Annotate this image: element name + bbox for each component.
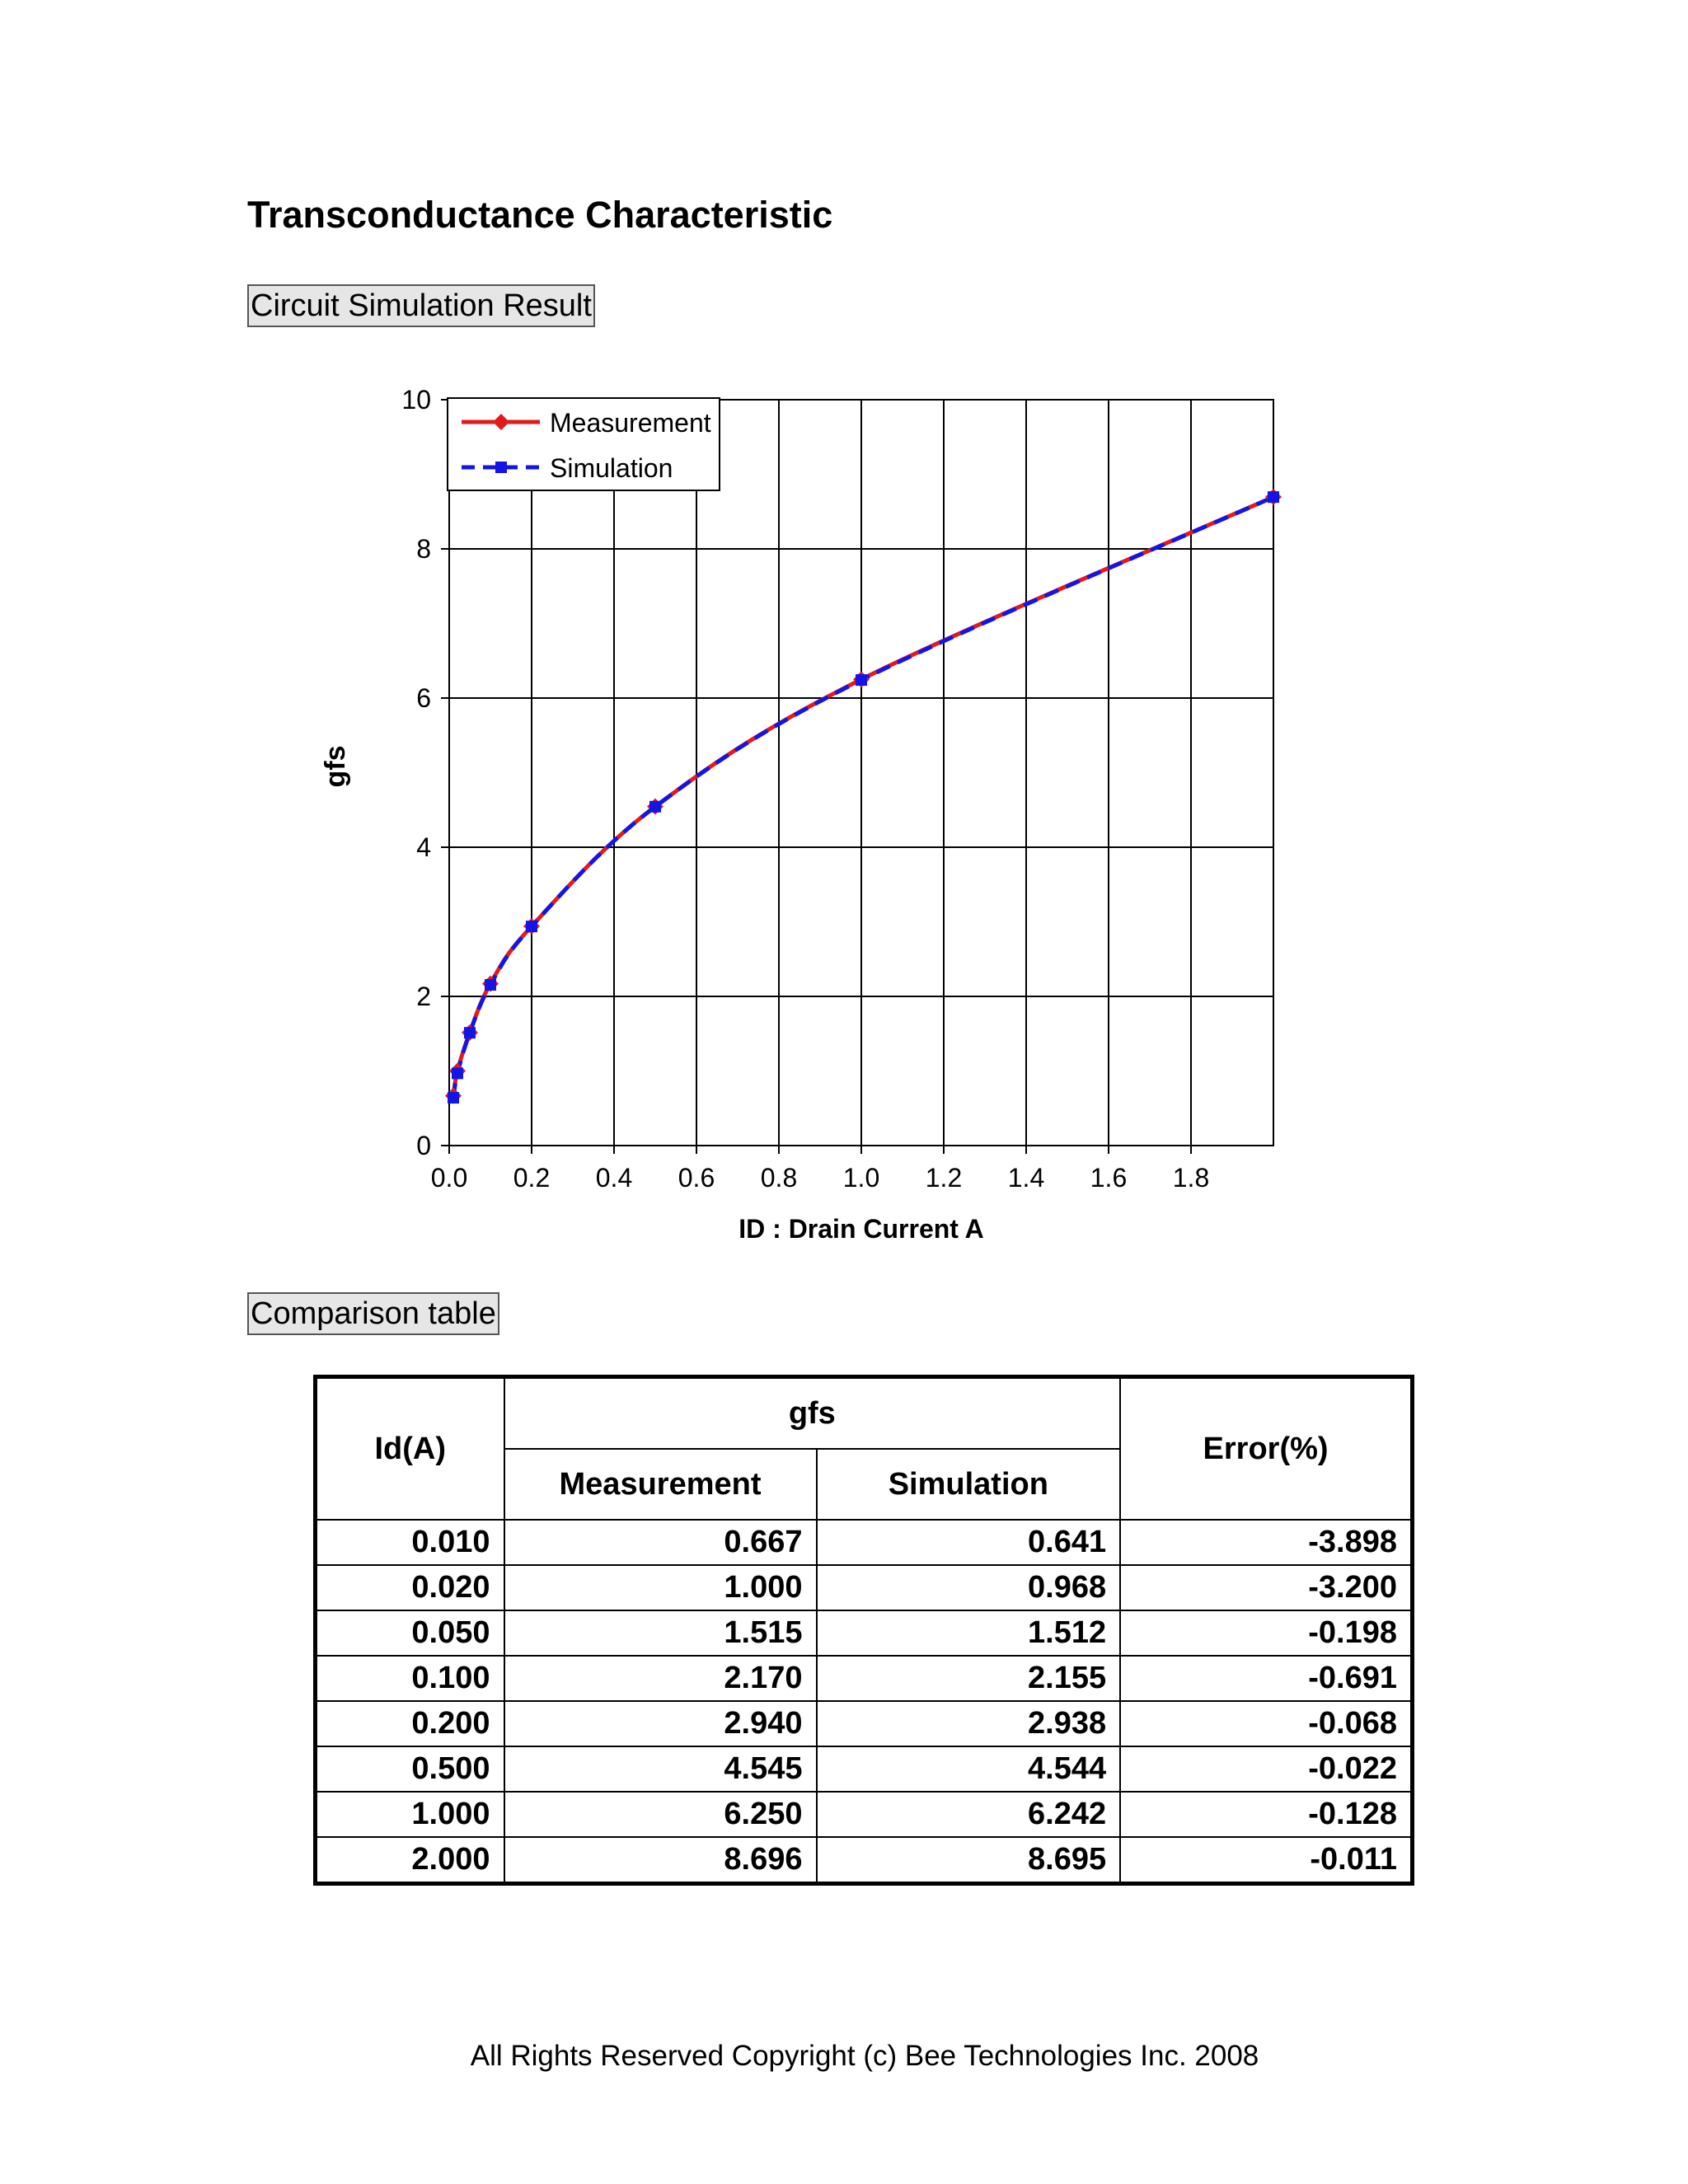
header-error: Error(%) — [1120, 1377, 1412, 1521]
cell-id: 1.000 — [316, 1792, 504, 1837]
cell-error: -0.128 — [1120, 1792, 1412, 1837]
x-tick-label: 1.8 — [1172, 1163, 1210, 1193]
y-tick-label: 6 — [416, 683, 431, 713]
cell-measurement: 1.515 — [504, 1610, 817, 1656]
simulation-point — [448, 1092, 459, 1104]
y-tick-label: 8 — [416, 534, 431, 564]
cell-error: -0.691 — [1120, 1656, 1412, 1701]
table-row — [316, 1792, 1413, 1837]
table-row — [316, 1610, 1413, 1656]
cell-measurement: 0.667 — [504, 1520, 817, 1565]
cell-simulation: 2.938 — [817, 1701, 1121, 1746]
cell-measurement: 8.696 — [504, 1837, 817, 1884]
cell-id: 2.000 — [316, 1837, 504, 1884]
cell-error: -3.200 — [1120, 1565, 1412, 1610]
simulation-point — [485, 979, 496, 991]
cell-error: -0.011 — [1120, 1837, 1412, 1884]
cell-measurement: 2.940 — [504, 1701, 817, 1746]
x-tick-label: 1.4 — [1007, 1163, 1045, 1193]
copyright-footer: All Rights Reserved Copyright (c) Bee Technologies Inc. 2008 — [470, 2040, 1259, 2072]
legend-measurement-label: Measurement — [550, 408, 711, 438]
x-tick-label: 0.0 — [430, 1163, 468, 1193]
y-tick-label: 10 — [401, 385, 431, 415]
table-row — [316, 1520, 1413, 1565]
y-axis-label: gfs — [320, 745, 351, 788]
cell-id: 0.100 — [316, 1656, 504, 1701]
header-measurement: Measurement — [504, 1449, 817, 1520]
simulation-point — [1268, 491, 1279, 503]
header-gfs-group: gfs — [504, 1377, 1121, 1450]
y-tick-label: 2 — [416, 982, 431, 1011]
cell-simulation: 2.155 — [817, 1656, 1121, 1701]
y-tick-label: 4 — [416, 832, 431, 862]
header-id: Id(A) — [316, 1377, 504, 1521]
cell-id: 0.500 — [316, 1746, 504, 1792]
cell-id: 0.010 — [316, 1520, 504, 1565]
series-line-simulation — [453, 497, 1273, 1098]
cell-error: -0.198 — [1120, 1610, 1412, 1656]
chart-tick-labels — [401, 385, 1209, 1193]
cell-id: 0.020 — [316, 1565, 504, 1610]
x-tick-label: 0.6 — [678, 1163, 715, 1193]
cell-measurement: 2.170 — [504, 1656, 817, 1701]
cell-simulation: 1.512 — [817, 1610, 1121, 1656]
cell-error: -3.898 — [1120, 1520, 1412, 1565]
section-label-comparison-table: Comparison table — [247, 1292, 499, 1335]
cell-simulation: 4.544 — [817, 1746, 1121, 1792]
table-row — [316, 1701, 1413, 1746]
series-line-measurement — [453, 497, 1273, 1096]
cell-simulation: 0.641 — [817, 1520, 1121, 1565]
cell-measurement: 6.250 — [504, 1792, 817, 1837]
x-tick-label: 0.4 — [595, 1163, 633, 1193]
x-tick-label: 0.8 — [760, 1163, 798, 1193]
cell-simulation: 0.968 — [817, 1565, 1121, 1610]
chart-gridlines — [449, 400, 1273, 1146]
header-simulation: Simulation — [817, 1449, 1121, 1520]
table-row — [316, 1837, 1413, 1884]
cell-error: -0.068 — [1120, 1701, 1412, 1746]
x-tick-label: 1.6 — [1090, 1163, 1128, 1193]
chart-legend — [448, 398, 720, 490]
cell-id: 0.050 — [316, 1610, 504, 1656]
cell-measurement: 4.545 — [504, 1746, 817, 1792]
table-row — [316, 1746, 1413, 1792]
x-tick-label: 0.2 — [513, 1163, 551, 1193]
x-tick-label: 1.0 — [842, 1163, 880, 1193]
page-title: Transconductance Characteristic — [247, 194, 833, 236]
table-row — [316, 1656, 1413, 1701]
cell-measurement: 1.000 — [504, 1565, 817, 1610]
simulation-point — [856, 674, 867, 686]
legend-simulation-marker — [495, 462, 507, 473]
cell-error: -0.022 — [1120, 1746, 1412, 1792]
x-tick-label: 1.2 — [925, 1163, 963, 1193]
cell-id: 0.200 — [316, 1701, 504, 1746]
cell-simulation: 6.242 — [817, 1792, 1121, 1837]
table-row — [316, 1565, 1413, 1610]
cell-simulation: 8.695 — [817, 1837, 1121, 1884]
section-label-simulation-result: Circuit Simulation Result — [247, 284, 595, 327]
simulation-point — [649, 801, 661, 813]
comparison-table — [313, 1375, 1414, 1886]
simulation-point — [464, 1027, 476, 1038]
legend-simulation-label: Simulation — [550, 453, 673, 483]
simulation-point — [526, 921, 537, 932]
simulation-point — [452, 1067, 463, 1079]
chart-series — [445, 489, 1282, 1104]
x-axis-label: ID : Drain Current A — [738, 1214, 984, 1244]
y-tick-label: 0 — [416, 1131, 431, 1160]
